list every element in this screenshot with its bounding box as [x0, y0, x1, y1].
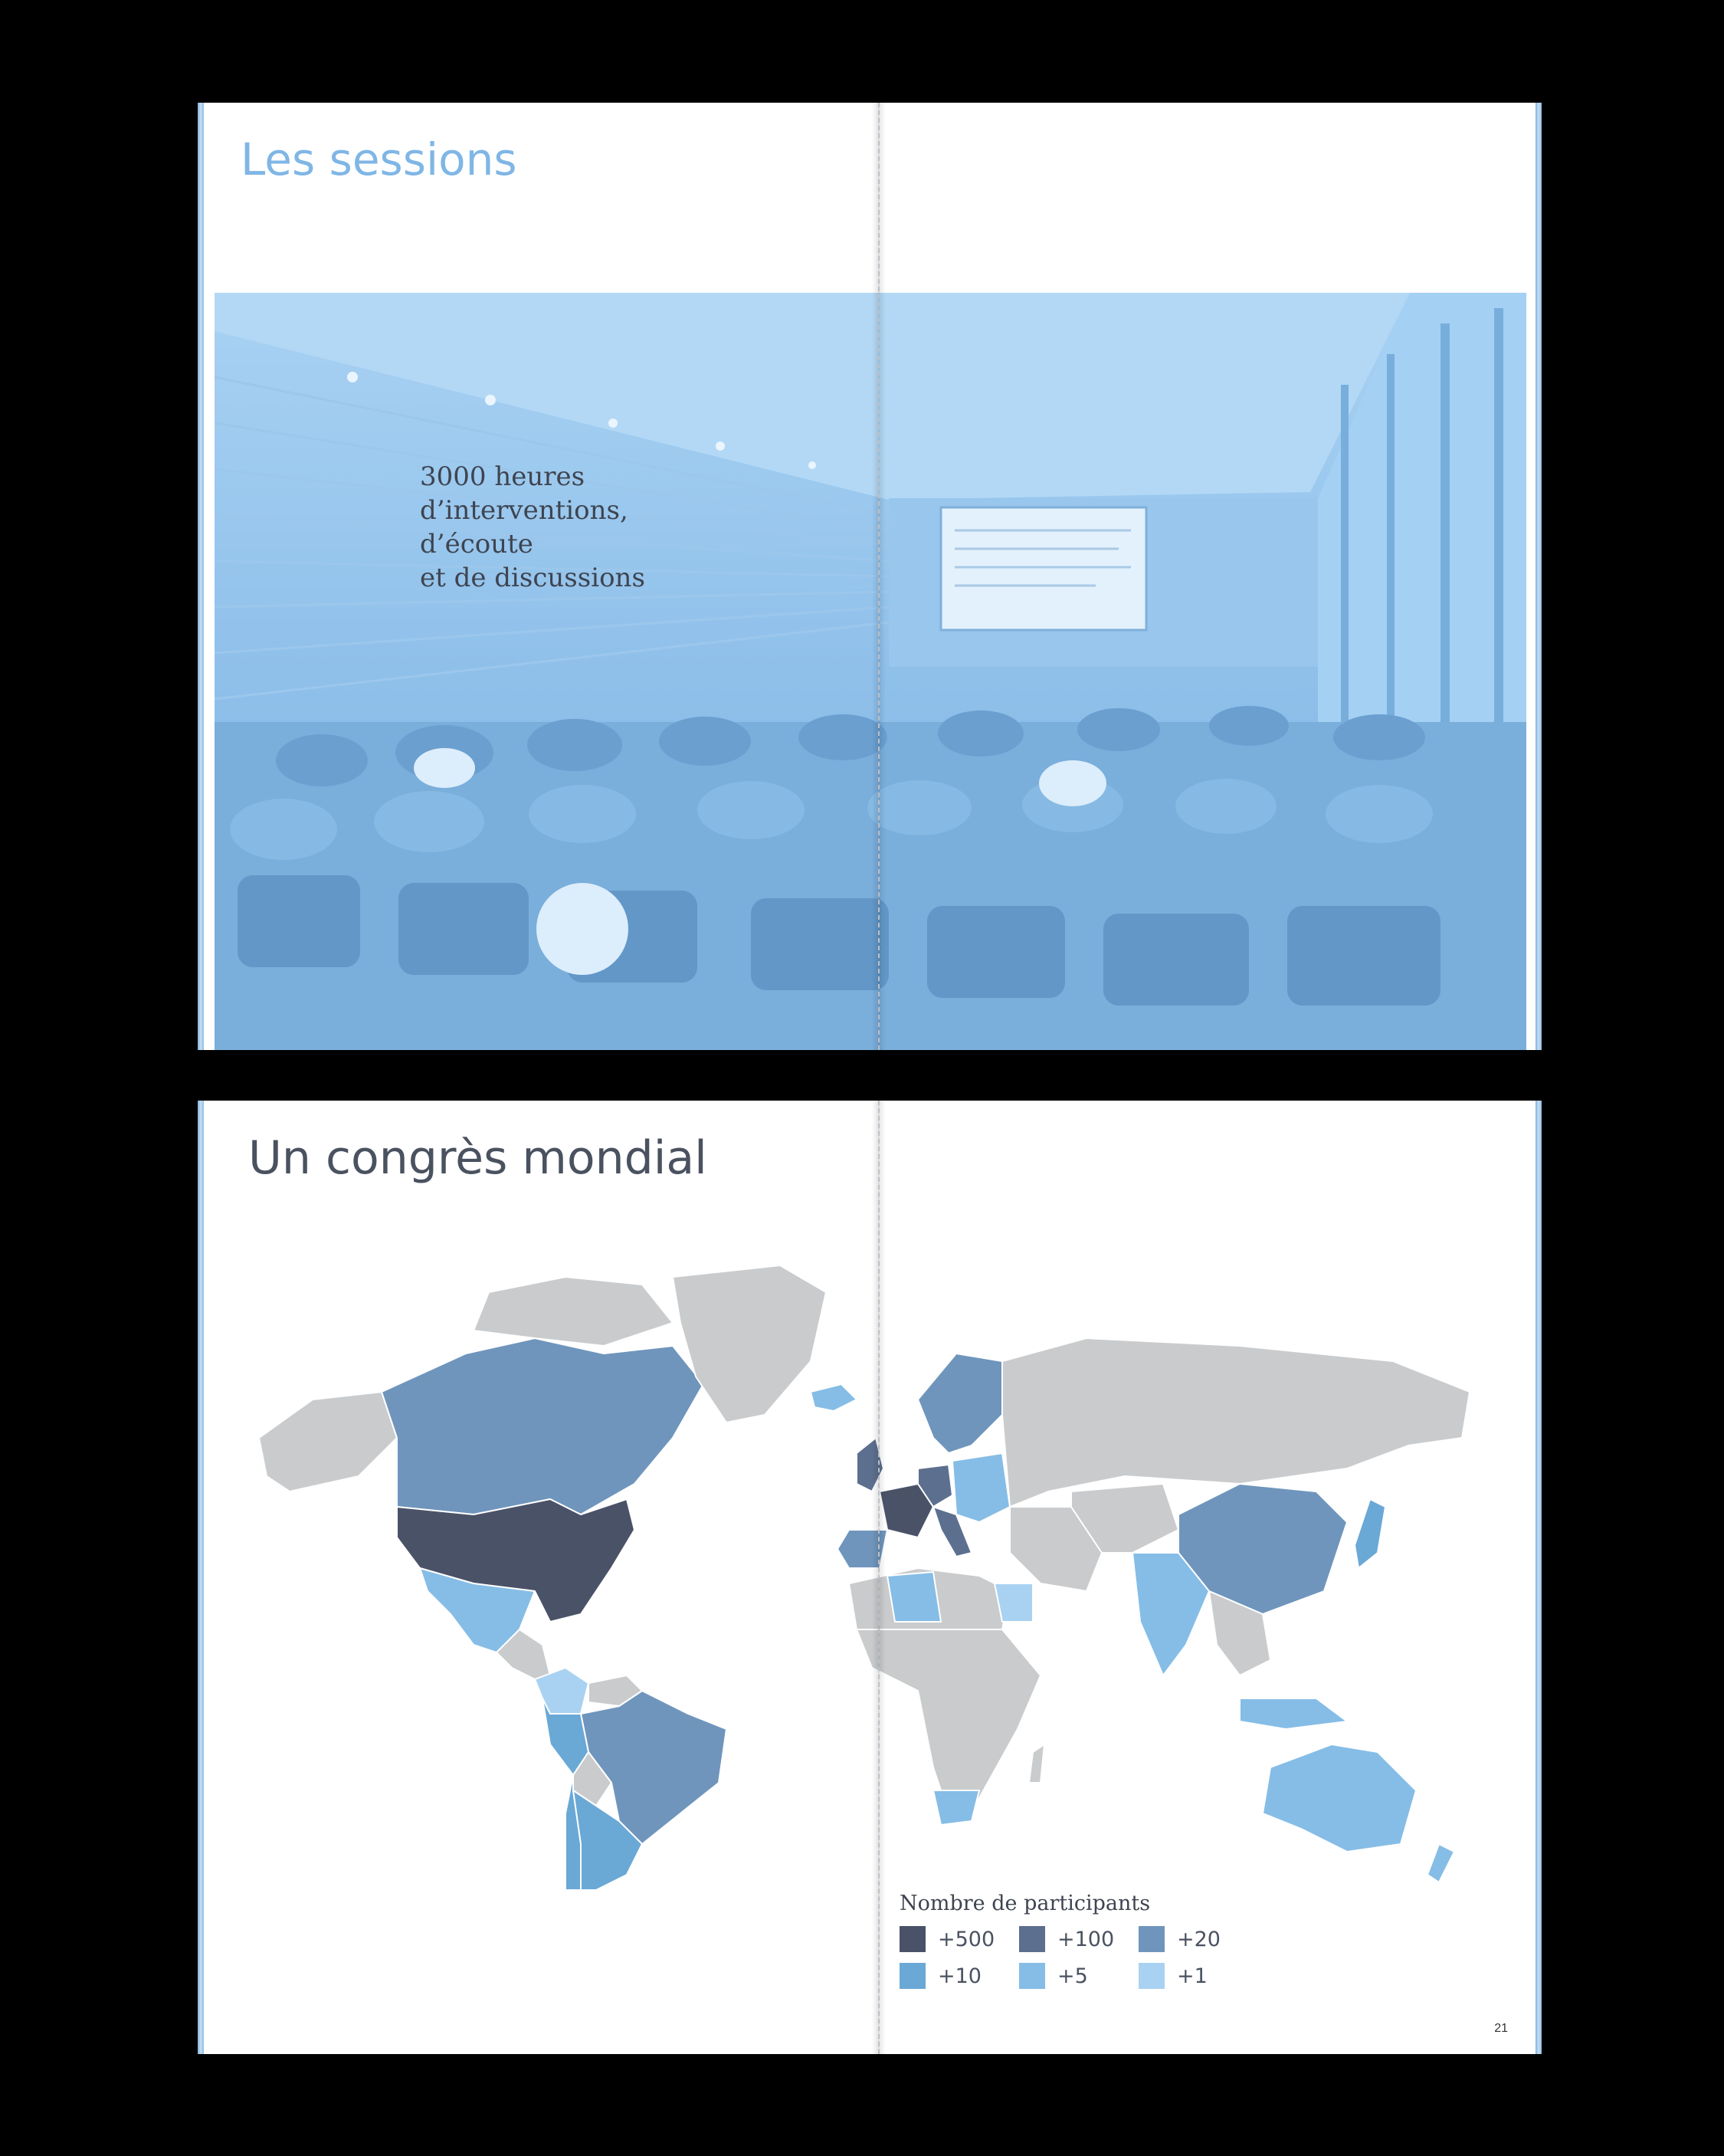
map-region-canada [382, 1338, 703, 1514]
bottom-spread [198, 1101, 1542, 2054]
conference-photo [215, 293, 1526, 1050]
quote-line: 3000 heures [420, 461, 585, 492]
legend-item [1019, 1926, 1139, 1952]
legend-item [900, 1963, 1019, 1989]
legend-item [1139, 1926, 1258, 1952]
map-region-scandinavia [918, 1354, 1002, 1453]
top-spread [198, 103, 1542, 1050]
legend-title: Nombre de participants [900, 1892, 1151, 1915]
map-region-egypt [995, 1583, 1033, 1622]
legend-item [1139, 1963, 1258, 1989]
spread-fold [872, 103, 886, 1050]
legend-swatch [900, 1963, 926, 1989]
map-region-alaska [259, 1392, 397, 1491]
legend-label: +20 [1177, 1927, 1221, 1951]
spread-fold [872, 1101, 886, 2054]
legend-grid [900, 1926, 1298, 1989]
legend-label: +5 [1057, 1964, 1088, 1988]
map-region-new-zealand [1427, 1844, 1454, 1882]
legend-swatch [1139, 1926, 1165, 1952]
participants-legend [900, 1892, 1298, 1989]
legend-label: +1 [1177, 1964, 1208, 1988]
map-region-eastern-europe [952, 1453, 1010, 1522]
quote-line: et de discussions [420, 563, 645, 593]
legend-label: +100 [1057, 1927, 1115, 1951]
page-edge-left [198, 1101, 204, 2054]
page-number: 21 [1494, 2022, 1508, 2035]
sessions-quote [420, 460, 645, 595]
page-edge-right [1536, 103, 1542, 1050]
quote-line: d’écoute [420, 529, 533, 560]
map-region-russia [1002, 1338, 1470, 1507]
map-region-japan [1355, 1499, 1385, 1568]
map-region-south-africa [933, 1790, 979, 1825]
legend-swatch [1019, 1963, 1045, 1989]
conference-room-illustration [215, 293, 1526, 1050]
legend-item [1019, 1963, 1139, 1989]
map-region-indonesia [1240, 1698, 1347, 1729]
page-edge-left [198, 103, 204, 1050]
map-region-australia [1263, 1744, 1416, 1852]
quote-line: d’interventions, [420, 495, 628, 526]
legend-swatch [1019, 1926, 1045, 1952]
sessions-title: Les sessions [241, 133, 517, 185]
map-region-canada-arctic [474, 1277, 673, 1346]
map-region-iceland [811, 1384, 857, 1411]
map-region-algeria [887, 1572, 941, 1622]
legend-swatch [900, 1926, 926, 1952]
legend-item [900, 1926, 1019, 1952]
legend-label: +10 [938, 1964, 982, 1988]
congres-title: Un congrès mondial [248, 1131, 707, 1185]
map-region-madagascar [1029, 1744, 1044, 1783]
legend-label: +500 [938, 1927, 995, 1951]
legend-swatch [1139, 1963, 1165, 1989]
page-edge-right [1536, 1101, 1542, 2054]
